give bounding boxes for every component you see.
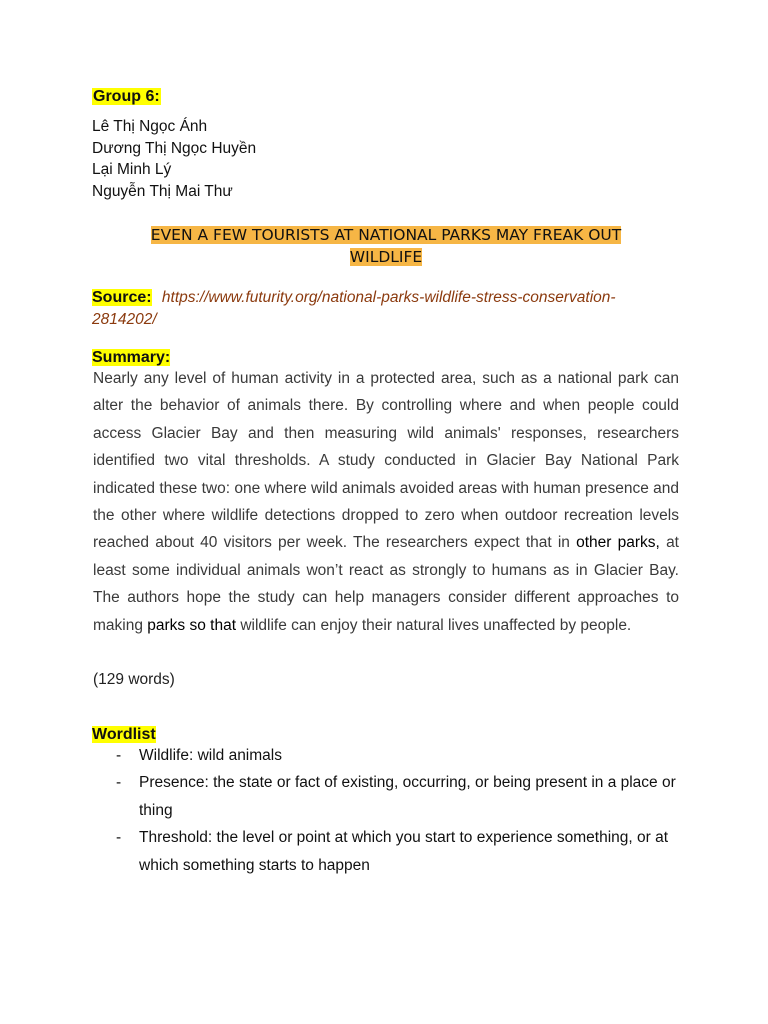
member-list (92, 116, 256, 202)
article-title-line-2: WILDLIFE (349, 248, 423, 266)
wordlist-item-text: Threshold: the level or point at which you start to experience something, or at which something starts to happen (139, 829, 669, 874)
group-heading-text: Group 6: (93, 88, 160, 105)
wordlist-item-text: Presence: the state or fact of existing, occurring, or being present in a place or thing (139, 774, 676, 819)
summary-highlight-other-parks: other parks, (576, 534, 660, 552)
summary-text-part-2: at least some individual animals won’t react as strongly to humans as in Glacier Bay. The authors hope the study can help managers consider different approaches to making (93, 534, 679, 634)
source-link[interactable]: https://www.futurity.org/national-parks-wildlife-stress-conservation-2814202/ (92, 289, 616, 328)
article-title (92, 224, 680, 268)
summary-text-part-1: Nearly any level of human activity in a protected area, such as a national park can alter the behavior of animals there. By controlling where and when people could access Glacier Bay and then measuring wild animals' responses, researchers identified two vital thresholds. A study conducted in Glacier Bay National Park indicated these two: one where wild animals avoided areas with human presence and the other where wildlife detections dropped to zero when outdoor recreation levels reached about 40 visitors per week. The researchers expect that in (93, 370, 679, 552)
wordlist-item (92, 769, 680, 824)
wordlist-item-text: Wildlife: wild animals (139, 747, 282, 764)
bullet-dash: - (116, 829, 122, 847)
summary-paragraph (93, 365, 679, 639)
summary-text-part-3: wildlife can enjoy their natural lives unaffected by people. (240, 616, 632, 634)
summary-heading-text: Summary: (92, 349, 171, 366)
bullet-dash: - (116, 774, 122, 792)
group-heading (92, 86, 161, 108)
wordlist-item (92, 742, 680, 769)
wordlist-item (92, 824, 680, 879)
summary-highlight-parks-so-that: parks so that (147, 616, 237, 634)
member-name: Dương Thị Ngọc Huyền (92, 139, 257, 157)
bullet-dash: - (116, 747, 122, 764)
source-label: Source: (92, 289, 152, 306)
word-count: (129 words) (93, 671, 175, 688)
member-name: Lại Minh Lý (92, 161, 172, 178)
member-name: Nguyễn Thị Mai Thư (92, 182, 233, 200)
wordlist (92, 742, 680, 879)
article-title-line-1: EVEN A FEW TOURISTS AT NATIONAL PARKS MAY FREAK OUT (150, 226, 622, 244)
source-line (92, 287, 680, 331)
wordlist-heading-text: Wordlist (92, 726, 156, 743)
member-name: Lê Thị Ngọc Ánh (92, 118, 208, 135)
